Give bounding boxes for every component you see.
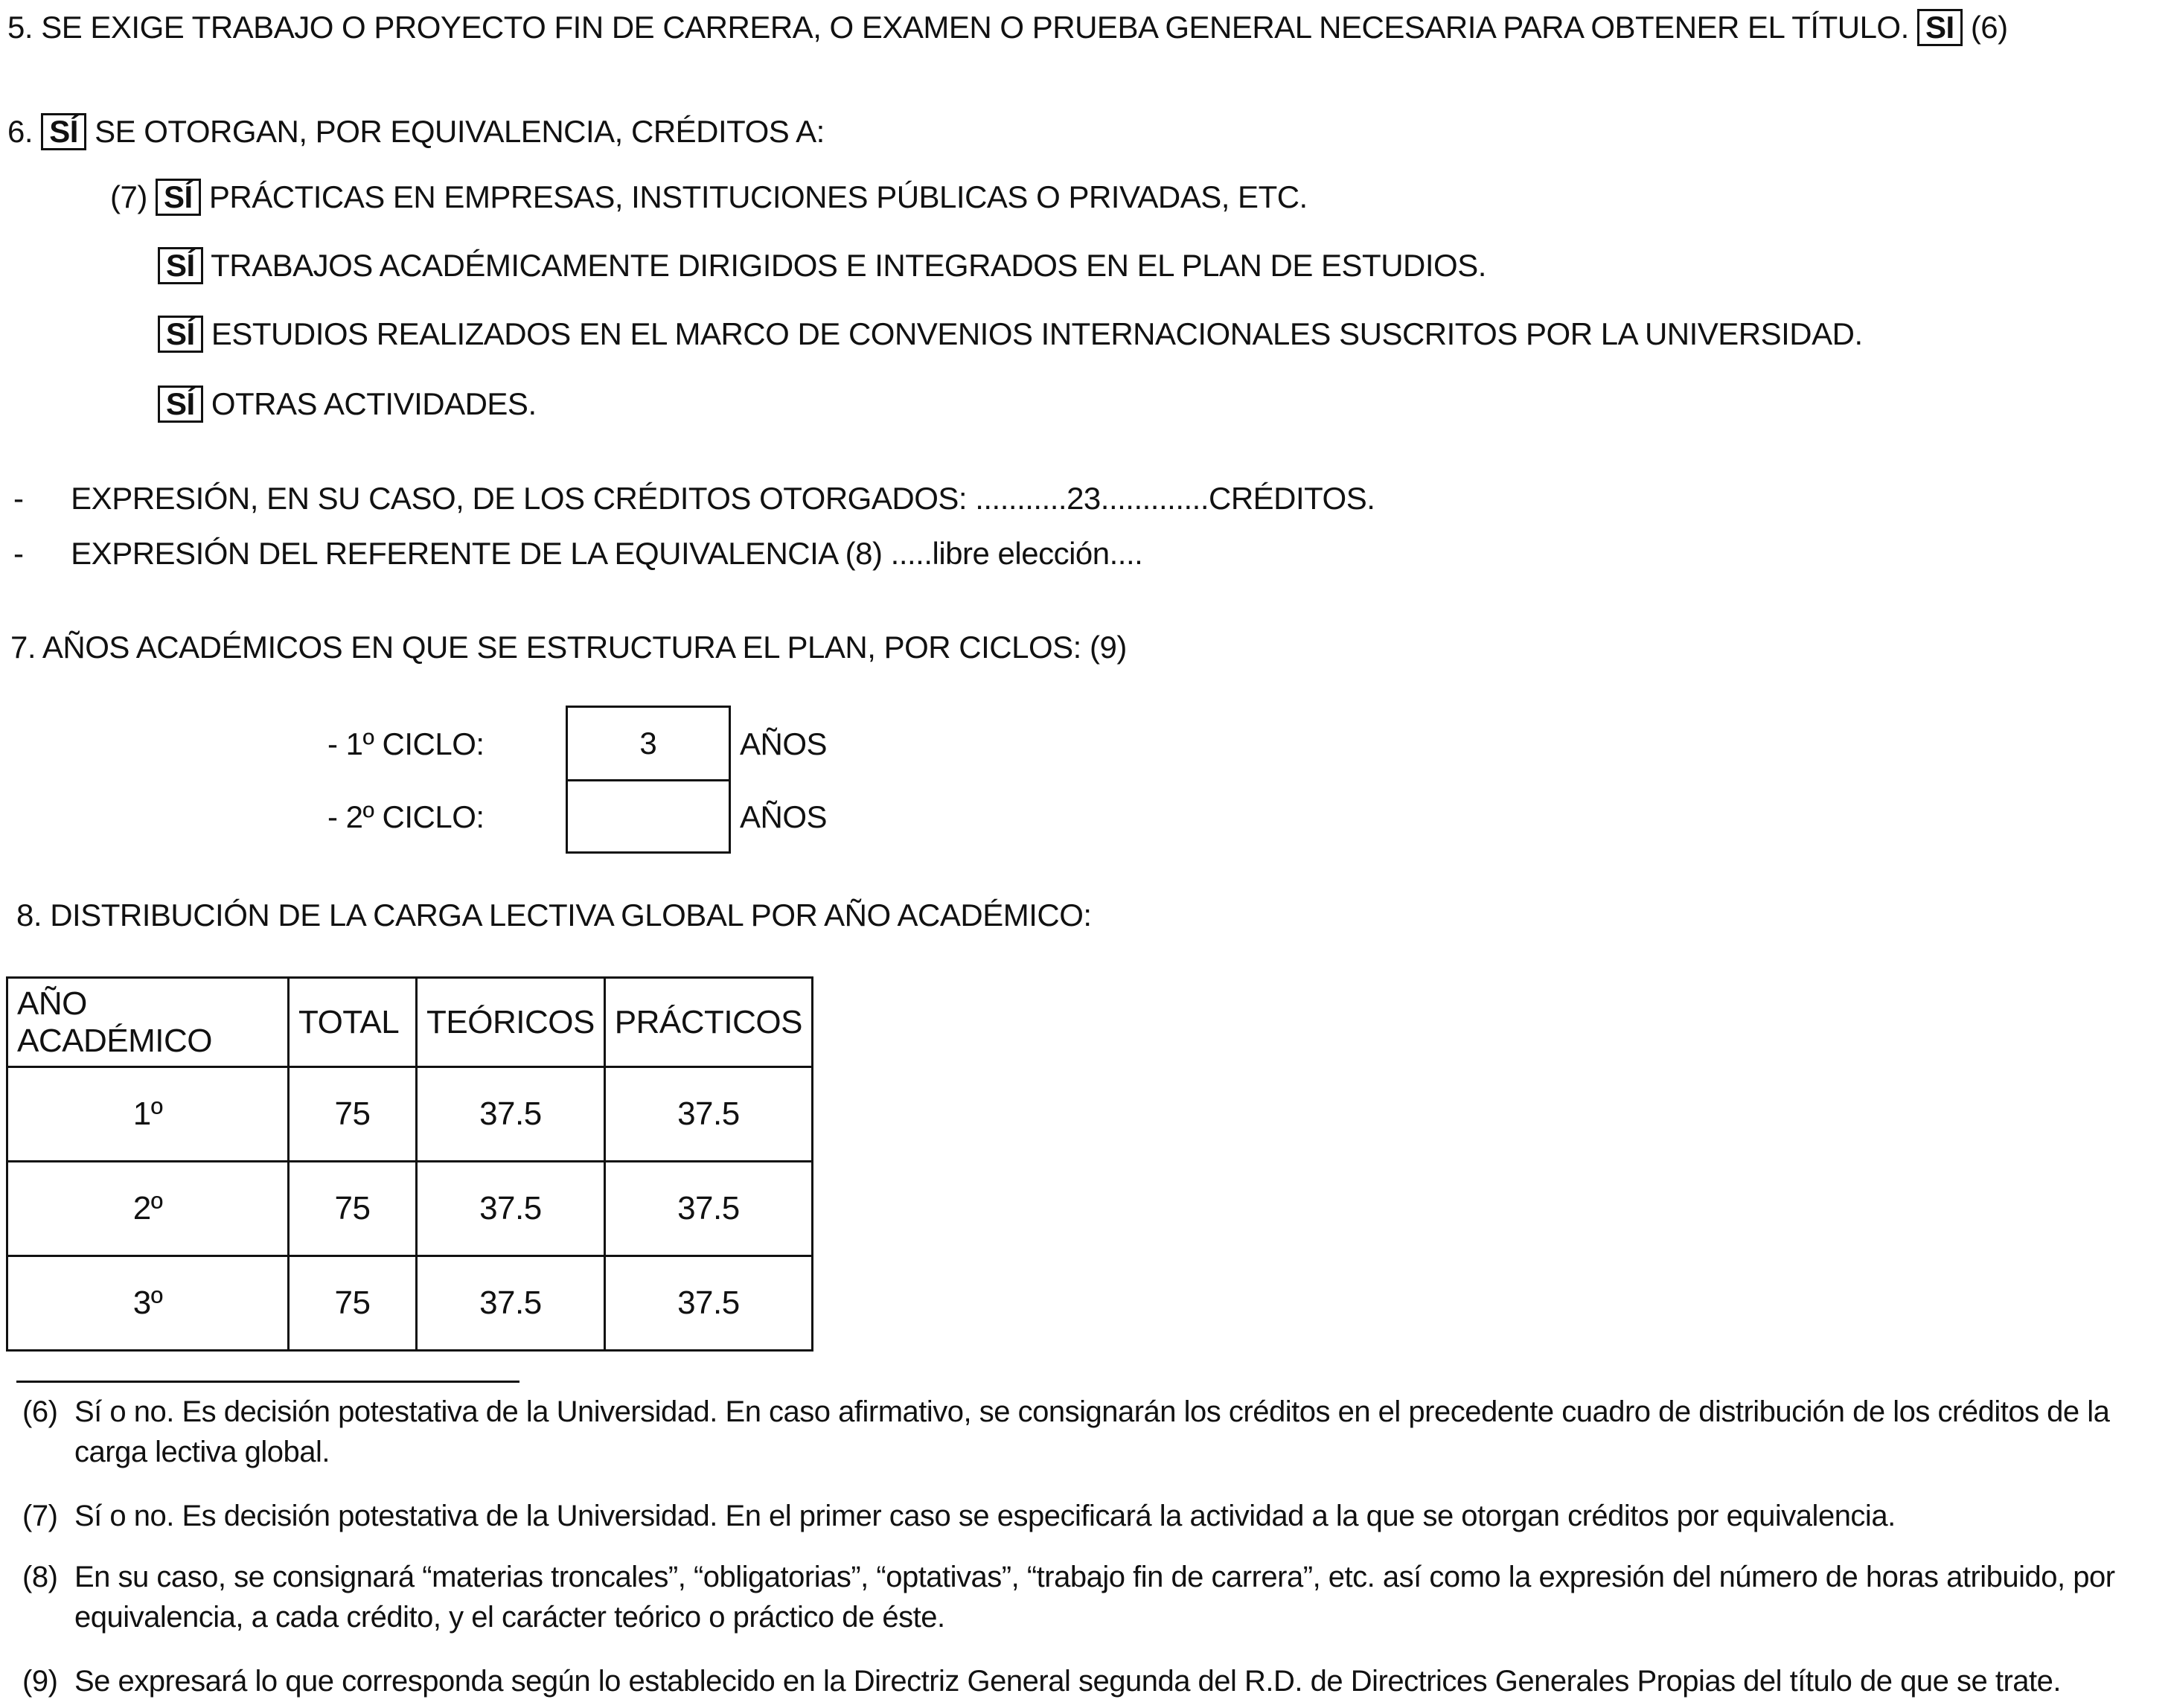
table-header-row [7, 978, 813, 1067]
dash: - [13, 481, 24, 516]
cell-teoricos: 37.5 [417, 1067, 605, 1162]
footnote-number: (7) [22, 1500, 58, 1532]
dash-line-text: EXPRESIÓN DEL REFERENTE DE LA EQUIVALENCIA (8) .....libre elección.... [71, 536, 1143, 571]
section-7-heading: 7. AÑOS ACADÉMICOS EN QUE SE ESTRUCTURA EL PLAN, POR CICLOS: (9) [10, 630, 1127, 665]
section-6-text: SE OTORGAN, POR EQUIVALENCIA, CRÉDITOS A: [95, 114, 825, 149]
dash-line-referente [13, 536, 1142, 572]
item-text: TRABAJOS ACADÉMICAMENTE DIRIGIDOS E INTEGRADOS EN EL PLAN DE ESTUDIOS. [211, 248, 1486, 283]
header-teoricos: TEÓRICOS [417, 978, 605, 1067]
section-6-item-practicas [110, 179, 1308, 216]
dash: - [13, 536, 24, 571]
cycle-2-unit: AÑOS [740, 799, 828, 834]
item-text: ESTUDIOS REALIZADOS EN EL MARCO DE CONVENIOS INTERNACIONALES SUSCRITOS POR LA UNIVERSIDAD. [211, 316, 1863, 351]
dash-line-text: EXPRESIÓN, EN SU CASO, DE LOS CRÉDITOS OTORGADOS: ...........23.............CRÉDITOS. [71, 481, 1375, 516]
cell-teoricos: 37.5 [417, 1256, 605, 1351]
item-answer-box: SÍ [158, 316, 203, 353]
cycle-1-label: - 1º CICLO: [327, 726, 485, 761]
cell-total: 75 [289, 1256, 417, 1351]
header-total: TOTAL [289, 978, 417, 1067]
section-5-line [7, 9, 2008, 46]
cell-total: 75 [289, 1162, 417, 1256]
footnote-text: En su caso, se consignará “materias troncales”, “obligatorias”, “optativas”, “trabajo fin de carrera”, etc. así como la expresión del número de horas atribuido, por equivalencia, a cada crédito, y el carácter teórico o práctico de éste. [74, 1561, 2115, 1634]
table-row [7, 1256, 813, 1351]
section-6-item-trabajos [158, 247, 1486, 284]
section-5-note-ref: (6) [1970, 10, 2008, 45]
section-6-line [7, 113, 825, 150]
item-text: OTRAS ACTIVIDADES. [211, 386, 537, 421]
item-answer-box: SÍ [158, 386, 203, 423]
header-practicos: PRÁCTICOS [604, 978, 812, 1067]
cycle-2-value-box [566, 779, 731, 854]
table-row [7, 1162, 813, 1256]
header-ano-academico: AÑO ACADÉMICO [7, 978, 289, 1067]
section-6-answer-box: SÍ [41, 113, 86, 150]
cycle-1-value: 3 [639, 726, 657, 761]
cell-ano: 3º [7, 1256, 289, 1351]
cell-practicos: 37.5 [604, 1067, 812, 1162]
footnote-number: (8) [22, 1561, 58, 1593]
section-5-text: 5. SE EXIGE TRABAJO O PROYECTO FIN DE CARRERA, O EXAMEN O PRUEBA GENERAL NECESARIA PARA OBTENER EL TÍTULO. [7, 10, 1909, 45]
section-8-heading: 8. DISTRIBUCIÓN DE LA CARGA LECTIVA GLOBAL POR AÑO ACADÉMICO: [16, 898, 1092, 933]
footnote-number: (9) [22, 1665, 58, 1698]
table-row [7, 1067, 813, 1162]
item-answer-box: SÍ [158, 247, 203, 284]
section-6-prefix: 6. [7, 114, 33, 149]
cell-ano: 1º [7, 1067, 289, 1162]
cell-ano: 2º [7, 1162, 289, 1256]
carga-lectiva-table [6, 976, 813, 1352]
footnote-text: Sí o no. Es decisión potestativa de la Universidad. En caso afirmativo, se consignarán los créditos en el precedente cuadro de distribución de los créditos de la carga lectiva global. [74, 1395, 2110, 1468]
cell-practicos: 37.5 [604, 1162, 812, 1256]
footnote-number: (6) [22, 1395, 58, 1428]
item-answer-box: SÍ [156, 179, 201, 216]
cycle-1-value-box [566, 706, 731, 781]
footnote-text: Sí o no. Es decisión potestativa de la Universidad. En el primer caso se especificará la actividad a la que se otorgan créditos por equivalencia. [74, 1500, 1896, 1532]
item-text: PRÁCTICAS EN EMPRESAS, INSTITUCIONES PÚBLICAS O PRIVADAS, ETC. [208, 179, 1308, 214]
section-6-item-otras [158, 386, 537, 423]
item-ref: (7) [110, 179, 147, 214]
section-5-answer-box: SI [1917, 9, 1963, 46]
cell-total: 75 [289, 1067, 417, 1162]
footnote-divider [16, 1381, 519, 1383]
dash-line-creditos [13, 481, 1375, 516]
section-6-item-estudios [158, 316, 1863, 353]
cycle-1-unit: AÑOS [740, 726, 828, 761]
cell-practicos: 37.5 [604, 1256, 812, 1351]
footnote-text: Se expresará lo que corresponda según lo establecido en la Directriz General segunda del R.D. de Directrices Generales Propias del título de que se trate. [74, 1665, 2061, 1698]
cycle-2-label: - 2º CICLO: [327, 799, 485, 834]
cell-teoricos: 37.5 [417, 1162, 605, 1256]
